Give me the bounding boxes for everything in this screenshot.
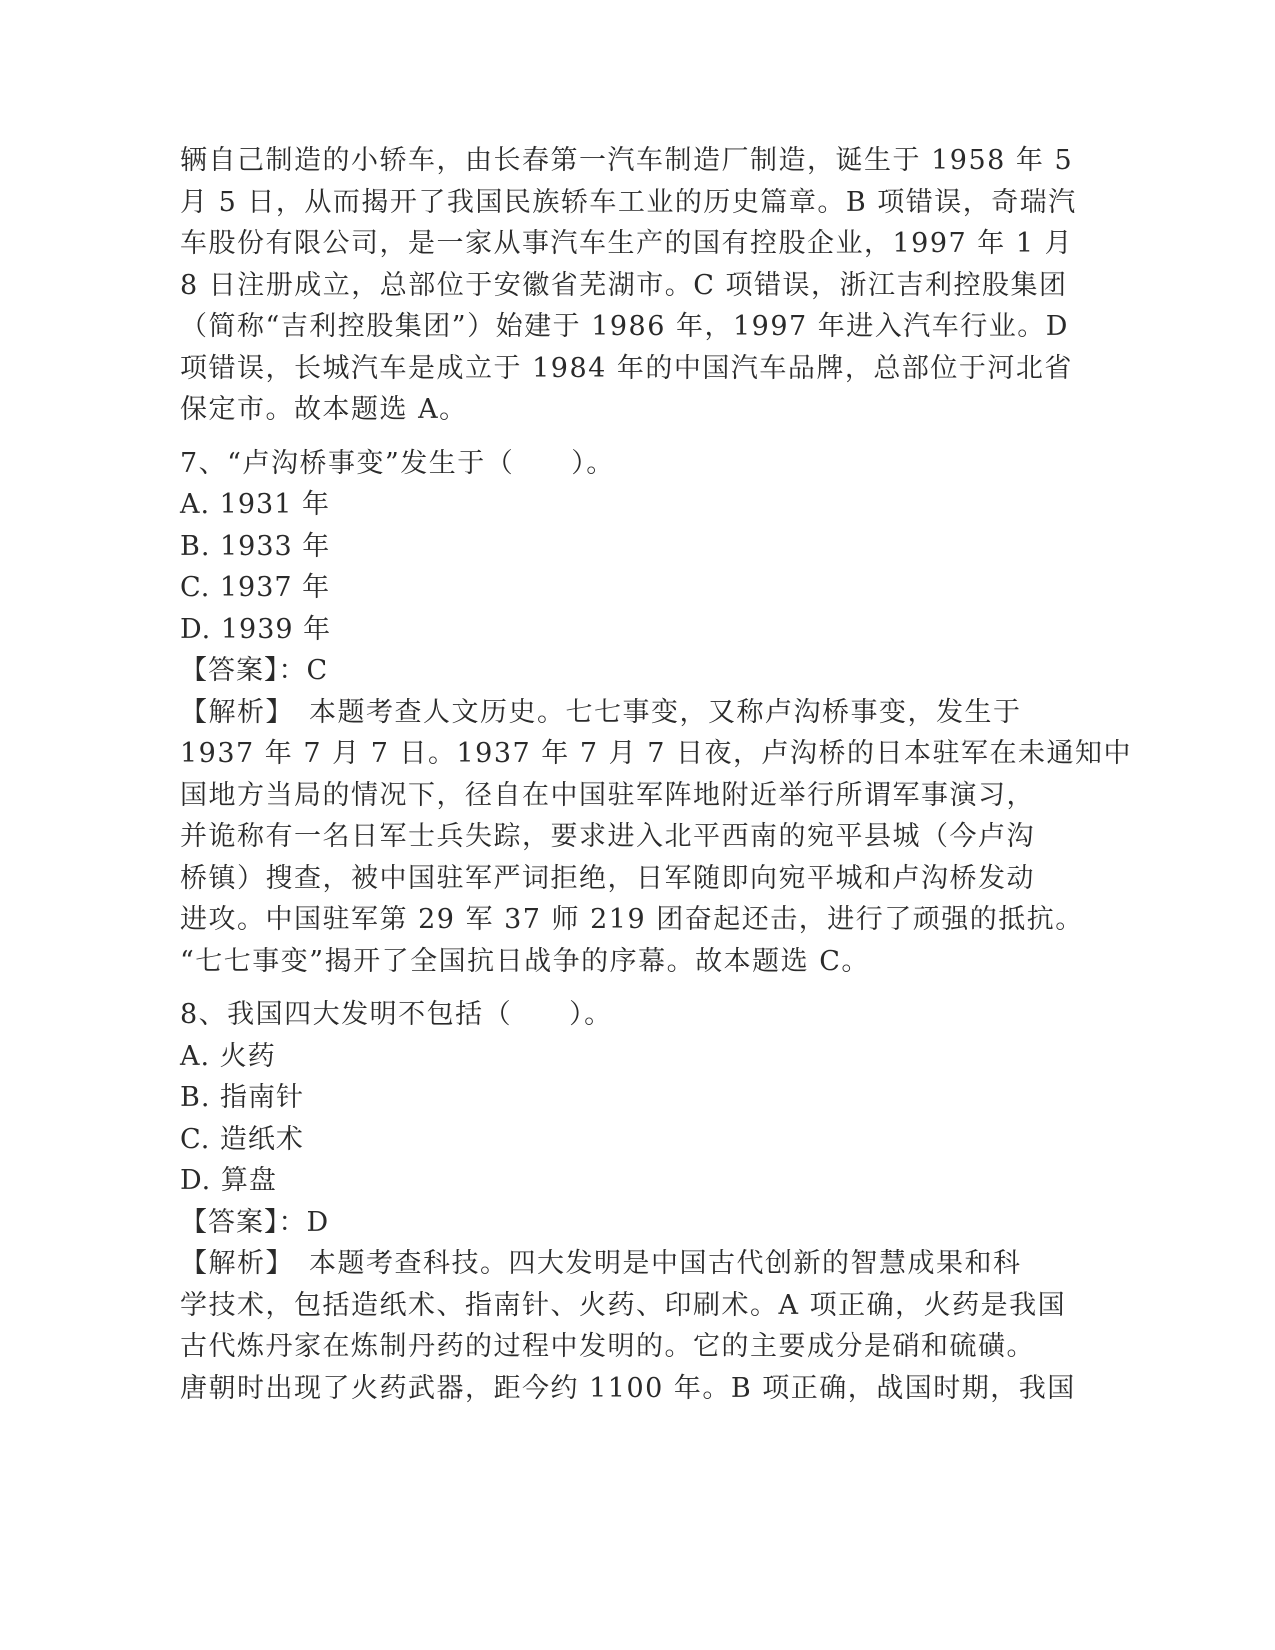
page-content <box>180 140 1132 1409</box>
option-b: B. 指南针 <box>180 1082 305 1113</box>
question-7 <box>180 443 1132 983</box>
explanation-line: 唐朝时出现了火药武器，距今约 1100 年。B 项正确，战国时期，我国 <box>180 1372 1076 1404</box>
explanation-line: 古代炼丹家在炼制丹药的过程中发明的。它的主要成分是硝和硫磺。 <box>180 1331 1035 1362</box>
explanation-line: 【解析】 本题考查科技。四大发明是中国古代创新的智慧成果和科 <box>180 1248 1022 1279</box>
text-line: 8 日注册成立，总部位于安徽省芜湖市。C 项错误，浙江吉利控股集团 <box>180 269 1068 301</box>
option-d: D. 算盘 <box>180 1165 277 1196</box>
explanation-line: 并诡称有一名日军士兵失踪，要求进入北平西南的宛平县城（今卢沟 <box>180 821 1035 852</box>
explanation-line: 进攻。中国驻军第 29 军 37 师 219 团奋起还击，进行了顽强的抵抗。 <box>180 904 1084 935</box>
option-d: D. 1939 年 <box>180 613 332 645</box>
previous-explanation <box>180 140 1077 431</box>
text-line: 项错误，长城汽车是成立于 1984 年的中国汽车品牌，总部位于河北省 <box>180 352 1073 384</box>
option-a: A. 火药 <box>180 1040 276 1072</box>
explanation-line: 1937 年 7 月 7 日。1937 年 7 月 7 日夜，卢沟桥的日本驻军在未通知中 <box>180 738 1132 769</box>
explanation-line: 国地方当局的情况下，径自在中国驻军阵地附近举行所谓军事演习， <box>180 779 1035 811</box>
question-text: 7、“卢沟桥事变”发生于（ ）。 <box>180 447 615 479</box>
option-c: C. 造纸术 <box>180 1123 304 1155</box>
explanation-line: “七七事变”揭开了全国抗日战争的序幕。故本题选 C。 <box>180 945 870 977</box>
text-line: 辆自己制造的小轿车，由长春第一汽车制造厂制造，诞生于 1958 年 5 <box>180 145 1074 176</box>
explanation-line: 桥镇）搜查，被中国驻军严词拒绝，日军随即向宛平城和卢沟桥发动 <box>180 862 1035 894</box>
answer: 【答案】：D <box>180 1206 330 1238</box>
answer: 【答案】：C <box>180 655 329 686</box>
explanation-line: 【解析】 本题考查人文历史。七七事变，又称卢沟桥事变，发生于 <box>180 696 1022 728</box>
explanation-line: 学技术，包括造纸术、指南针、火药、印刷术。A 项正确，火药是我国 <box>180 1289 1067 1321</box>
text-line: （简称“吉利控股集团”）始建于 1986 年，1997 年进入汽车行业。D <box>180 311 1069 342</box>
question-text: 8、我国四大发明不包括（ ）。 <box>180 999 613 1030</box>
question-8 <box>180 994 1076 1409</box>
option-b: B. 1933 年 <box>180 530 331 562</box>
option-c: C. 1937 年 <box>180 572 331 603</box>
text-line: 保定市。故本题选 A。 <box>180 394 468 425</box>
text-line: 月 5 日，从而揭开了我国民族轿车工业的历史篇章。B 项错误，奇瑞汽 <box>180 186 1077 218</box>
text-line: 车股份有限公司，是一家从事汽车生产的国有控股企业，1997 年 1 月 <box>180 228 1074 259</box>
option-a: A. 1931 年 <box>180 489 330 520</box>
